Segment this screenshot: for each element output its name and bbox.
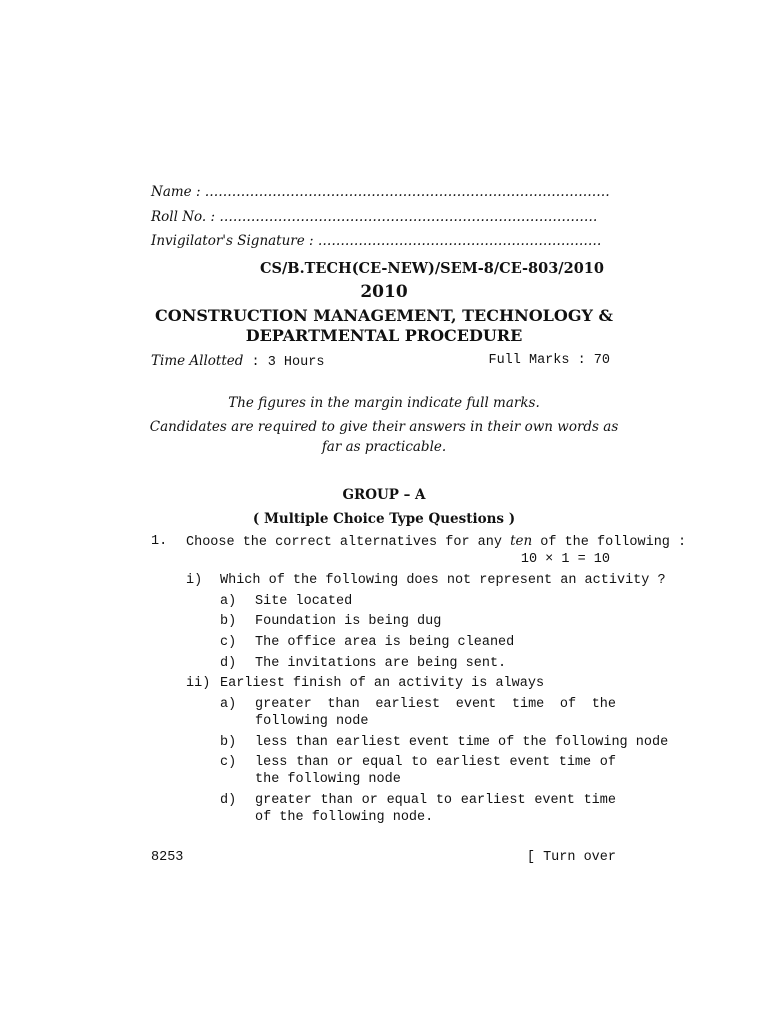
- subquestion-number: i): [186, 573, 203, 588]
- time-allotted: [151, 353, 324, 370]
- instruction-own-words-line-2: far as practicable.: [321, 439, 447, 455]
- question-stem: [186, 533, 687, 551]
- option-text: Foundation is being dug: [255, 614, 442, 629]
- option-label: b): [220, 614, 237, 629]
- exam-code: CS/B.TECH(CE-NEW)/SEM-8/CE-803/2010: [260, 260, 604, 277]
- option-label: b): [220, 735, 237, 750]
- subject-title-line-2: DEPARTMENTAL PROCEDURE: [245, 326, 523, 345]
- subquestion-number: ii): [186, 676, 211, 691]
- time-allotted-label: Time Allotted: [151, 353, 244, 369]
- instruction-margin-marks: The figures in the margin indicate full marks.: [228, 395, 540, 411]
- question-number: 1.: [151, 534, 168, 549]
- turn-over: [ Turn over: [526, 850, 616, 865]
- roll-number-field: Roll No. : …………………………………………………………………………: [151, 209, 598, 225]
- name-field: Name : ………………………………………………………………………………: [151, 184, 610, 200]
- time-allotted-value: : 3 Hours: [243, 355, 325, 370]
- full-marks: Full Marks : 70: [488, 353, 610, 368]
- option-label: d): [220, 656, 237, 671]
- option-label: c): [220, 635, 237, 650]
- instruction-own-words-line-1: Candidates are required to give their answers in their own words as: [149, 419, 619, 435]
- option-text: less than or equal to earliest event time of the following node: [255, 755, 616, 787]
- option-text: greater than or equal to earliest event time of the following node.: [255, 793, 616, 825]
- question-stem-text-before: Choose the correct alternatives for any: [186, 535, 502, 550]
- invigilator-signature-field: Invigilator's Signature : ………………………………………………………: [151, 233, 602, 249]
- option-text: The invitations are being sent.: [255, 656, 507, 671]
- subject-title-line-1: CONSTRUCTION MANAGEMENT, TECHNOLOGY &: [155, 306, 613, 325]
- option-text: Site located: [255, 594, 353, 609]
- page-code: 8253: [151, 850, 184, 865]
- question-marks: 10 × 1 = 10: [520, 552, 610, 567]
- option-text: The office area is being cleaned: [255, 635, 515, 650]
- subquestion-text: Earliest finish of an activity is always: [220, 676, 545, 691]
- subquestion-text: Which of the following does not represent an activity ?: [220, 573, 666, 588]
- option-label: d): [220, 793, 237, 808]
- group-heading: GROUP – A: [342, 487, 426, 503]
- option-text: less than earliest event time of the following node: [255, 735, 669, 750]
- question-stem-text-after: of the following :: [540, 535, 687, 550]
- exam-year: 2010: [360, 282, 408, 302]
- group-subheading: ( Multiple Choice Type Questions ): [252, 511, 516, 527]
- option-label: a): [220, 594, 237, 609]
- option-text: greater than earliest event time of the following node: [255, 697, 616, 729]
- option-label: a): [220, 697, 237, 712]
- option-label: c): [220, 755, 237, 770]
- question-stem-italic: ten: [510, 533, 533, 549]
